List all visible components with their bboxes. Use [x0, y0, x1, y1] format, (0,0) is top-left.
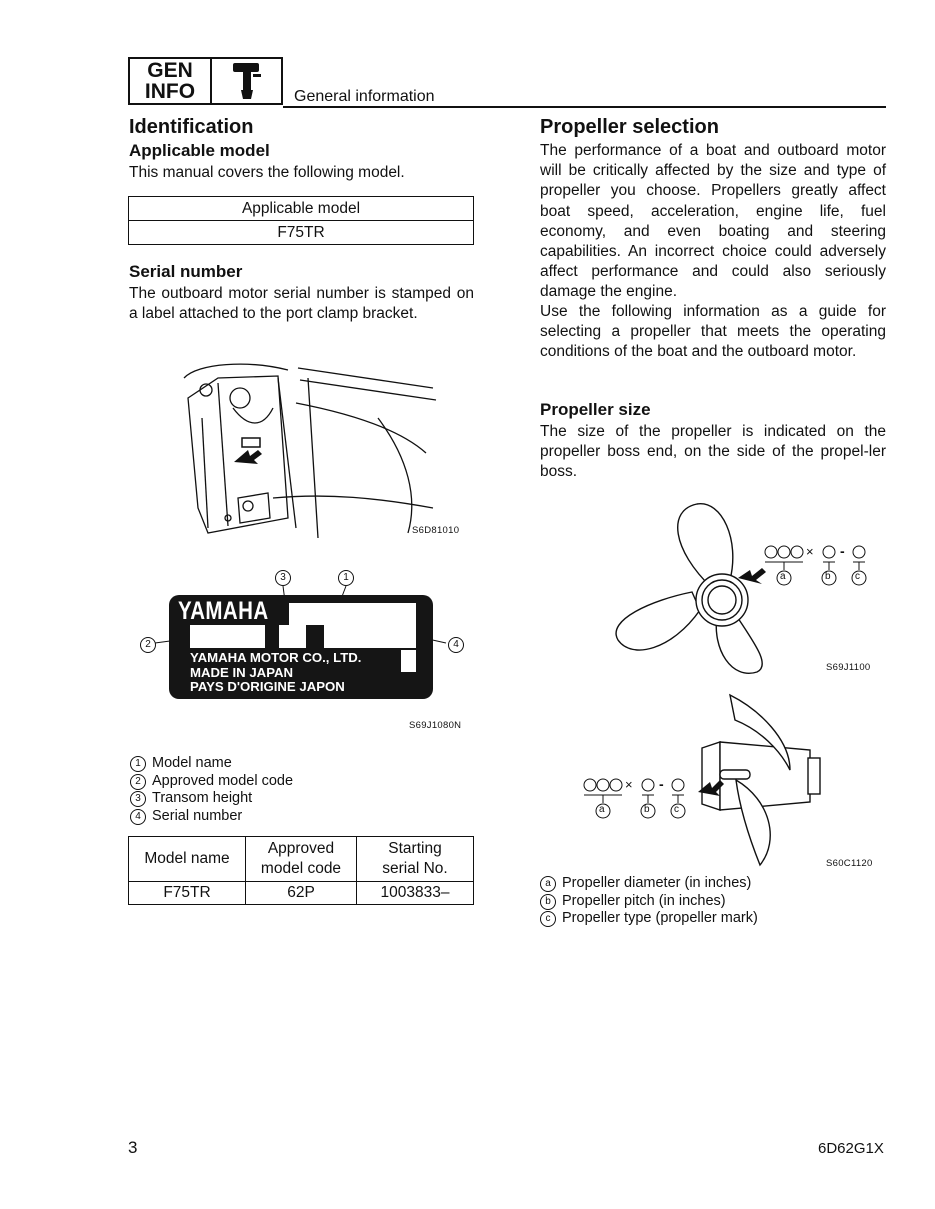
table-header-cell — [357, 837, 474, 882]
legend-text: Propeller diameter (in inches) — [562, 875, 752, 891]
legend-text: Serial number — [152, 807, 243, 824]
legend-item — [130, 790, 293, 808]
mark-a: a — [599, 804, 605, 815]
legend-text: Propeller type (propeller mark) — [562, 910, 758, 926]
dash-symbol: - — [840, 543, 845, 559]
legend-item — [540, 910, 758, 928]
serial-number-text: The outboard motor serial number is stamped on a label attached to the port clamp bracket. — [129, 285, 474, 323]
legend-mark: a — [540, 876, 556, 892]
mark-a: a — [780, 571, 786, 582]
propeller-selection-heading: Propeller selection — [540, 116, 719, 138]
table-header-cell: Applicable model — [129, 197, 474, 221]
header-line: Approved — [267, 840, 335, 857]
identification-legend — [130, 755, 293, 825]
label-field-code — [190, 625, 265, 648]
header-rule — [283, 106, 886, 108]
header-line: Starting — [388, 840, 442, 857]
header-line: model code — [260, 860, 342, 877]
badge-line1: GEN — [147, 59, 193, 82]
legend-item — [540, 875, 758, 893]
marking-circles — [763, 544, 873, 590]
legend-item — [130, 773, 293, 791]
table-cell: F75TR — [129, 882, 246, 905]
marking-code — [582, 777, 692, 828]
yamaha-brand: YAMAHA — [178, 597, 269, 625]
legend-item — [540, 893, 758, 911]
callout-1: 1 — [338, 570, 354, 586]
serial-number-heading: Serial number — [129, 262, 243, 281]
callout-2: 2 — [140, 637, 156, 653]
applicable-model-table — [128, 196, 474, 245]
table-header-cell — [246, 837, 357, 882]
legend-text: Approved model code — [152, 772, 294, 789]
page-number: 3 — [128, 1138, 138, 1157]
header-line: serial No. — [382, 860, 448, 877]
table-cell: 62P — [246, 882, 357, 905]
mark-b: b — [825, 571, 831, 582]
propeller-front-illustration — [612, 500, 782, 678]
propeller-para-2: Use the following information as a guide for selecting a propeller that meets the operating conditions of the boat and the outboard motor. — [540, 303, 886, 361]
propeller-para-1: The performance of a boat and outboard motor will be critically affected by the size and type of propeller you choose. Propellers greatly affect boat speed, acceleration, engine life, fuel economy, and even boating and steering capabilities. An incorrect choice could adversely affect performance and could also seriously damage the engine. — [540, 142, 886, 301]
mark-b: b — [644, 804, 650, 815]
document-code: 6D62G1X — [818, 1140, 884, 1157]
badge-line2: INFO — [144, 80, 196, 103]
legend-text: Propeller pitch (in inches) — [562, 892, 726, 909]
label-field-serial — [324, 625, 416, 648]
callout-3: 3 — [275, 570, 291, 586]
serial-label-plate — [169, 595, 433, 699]
legend-mark: b — [540, 894, 556, 910]
figure-code: S69J1080N — [409, 720, 462, 731]
label-field-end — [401, 650, 416, 672]
times-symbol: × — [806, 544, 814, 559]
table-cell: F75TR — [129, 221, 474, 245]
legend-item — [130, 808, 293, 826]
clamp-bracket-illustration — [178, 358, 440, 540]
propeller-size-text: The size of the propeller is indicated on the propeller boss end, on the side of the propel-ler boss. — [540, 423, 886, 481]
figure-code: S60C1120 — [826, 858, 873, 869]
pointer-arrow-icon — [234, 450, 262, 464]
page-title: General information — [294, 88, 435, 105]
figure-code: S69J1100 — [826, 662, 871, 673]
propeller-legend — [540, 875, 758, 928]
legend-mark: 3 — [130, 791, 146, 807]
legend-mark: c — [540, 911, 556, 927]
mark-c: c — [674, 804, 679, 815]
table-cell: 1003833– — [357, 882, 474, 905]
legend-mark: 1 — [130, 756, 146, 772]
label-line-3: PAYS D'ORIGINE JAPON — [190, 679, 345, 694]
label-field-transom — [279, 625, 306, 648]
serial-number-table — [128, 836, 474, 905]
marking-code — [763, 544, 873, 595]
times-symbol: × — [625, 777, 633, 792]
propeller-side-illustration — [690, 690, 830, 870]
label-line-1: YAMAHA MOTOR CO., LTD. — [190, 650, 362, 665]
outboard-motor-icon — [212, 59, 281, 103]
legend-mark: 2 — [130, 774, 146, 790]
legend-item — [130, 755, 293, 773]
marking-circles — [582, 777, 692, 823]
propeller-size-heading: Propeller size — [540, 400, 651, 419]
header-line: Model name — [144, 850, 230, 867]
dash-symbol: - — [659, 776, 664, 792]
identification-heading: Identification — [129, 116, 254, 138]
applicable-model-text: This manual covers the following model. — [129, 164, 405, 181]
pointer-arrow-icon — [738, 568, 766, 584]
mark-c: c — [855, 571, 860, 582]
figure-code: S6D81010 — [412, 525, 460, 536]
legend-text: Model name — [152, 755, 232, 771]
legend-text: Transom height — [152, 790, 253, 806]
label-line-2: MADE IN JAPAN — [190, 665, 294, 680]
label-field-model — [289, 603, 416, 625]
callout-4: 4 — [448, 637, 464, 653]
section-badge — [128, 57, 283, 105]
table-header-cell — [129, 837, 246, 882]
badge-text — [130, 59, 212, 103]
applicable-model-heading: Applicable model — [129, 141, 270, 160]
legend-mark: 4 — [130, 809, 146, 825]
